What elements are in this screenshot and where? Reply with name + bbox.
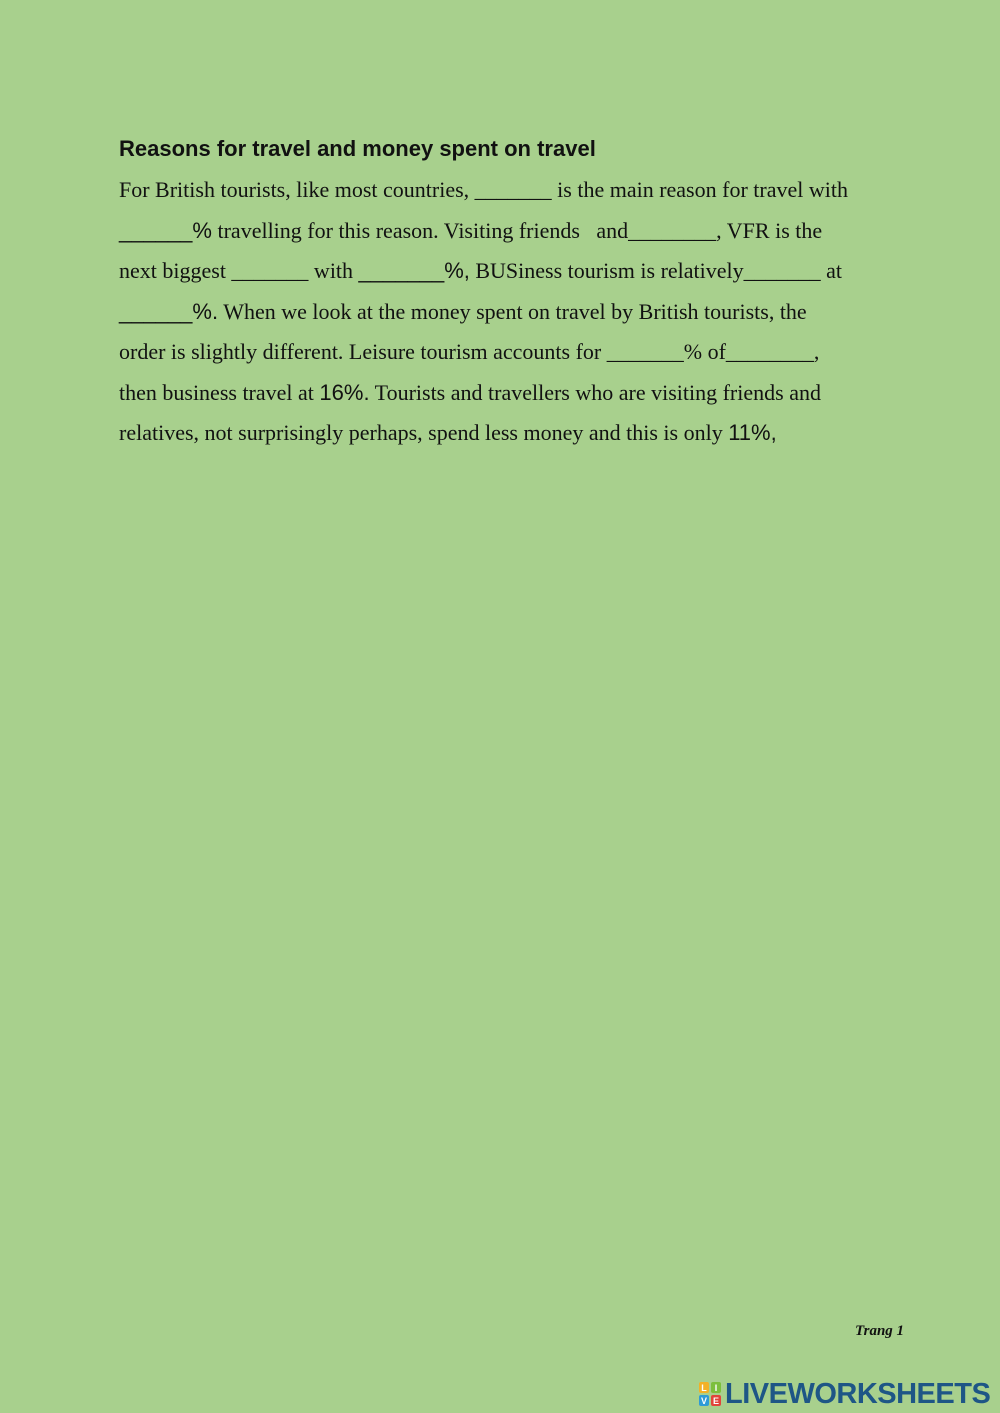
paragraph-line-4 bbox=[119, 297, 807, 327]
paragraph-text: BUSiness tourism is relatively_______ at bbox=[469, 258, 843, 283]
blank-percent: ______%. bbox=[119, 299, 219, 324]
paragraph-text: travelling for this reason. Visiting friends and________, VFR is the bbox=[211, 218, 823, 243]
liveworksheets-logo-icon bbox=[698, 1381, 722, 1407]
paragraph-text: next biggest _______ with bbox=[119, 258, 359, 283]
liveworksheets-logo bbox=[698, 1378, 990, 1410]
logo-letter: L bbox=[701, 1383, 707, 1393]
paragraph-line-7 bbox=[119, 418, 777, 448]
liveworksheets-logo-text: LIVEWORKSHEETS bbox=[725, 1378, 991, 1410]
logo-letter: I bbox=[714, 1383, 718, 1393]
blank-percent: _______%, bbox=[358, 258, 470, 283]
paragraph-line-1: For British tourists, like most countries, _______ is the main reason for travel with bbox=[119, 177, 848, 202]
worksheet-heading: Reasons for travel and money spent on travel bbox=[119, 136, 596, 161]
percent-value: 11%, bbox=[728, 420, 777, 445]
logo-letter: E bbox=[712, 1396, 720, 1406]
paragraph-text: then business travel at bbox=[119, 380, 320, 405]
paragraph-text: When we look at the money spent on travel by British tourists, the bbox=[218, 299, 807, 324]
page-number: Trang 1 bbox=[855, 1323, 905, 1339]
paragraph-line-2 bbox=[119, 216, 822, 246]
paragraph-text: relatives, not surprisingly perhaps, spend less money and this is only bbox=[119, 420, 729, 445]
paragraph-text: Tourists and travellers who are visiting friends and bbox=[369, 380, 821, 405]
paragraph-line-6 bbox=[119, 378, 821, 408]
logo-letter: V bbox=[700, 1396, 708, 1406]
percent-value: 16%. bbox=[319, 380, 370, 405]
paragraph-line-3 bbox=[119, 256, 842, 286]
blank-percent: ______% bbox=[119, 218, 212, 243]
paragraph-line-5: order is slightly different. Leisure tourism accounts for _______% of________, bbox=[119, 339, 820, 364]
